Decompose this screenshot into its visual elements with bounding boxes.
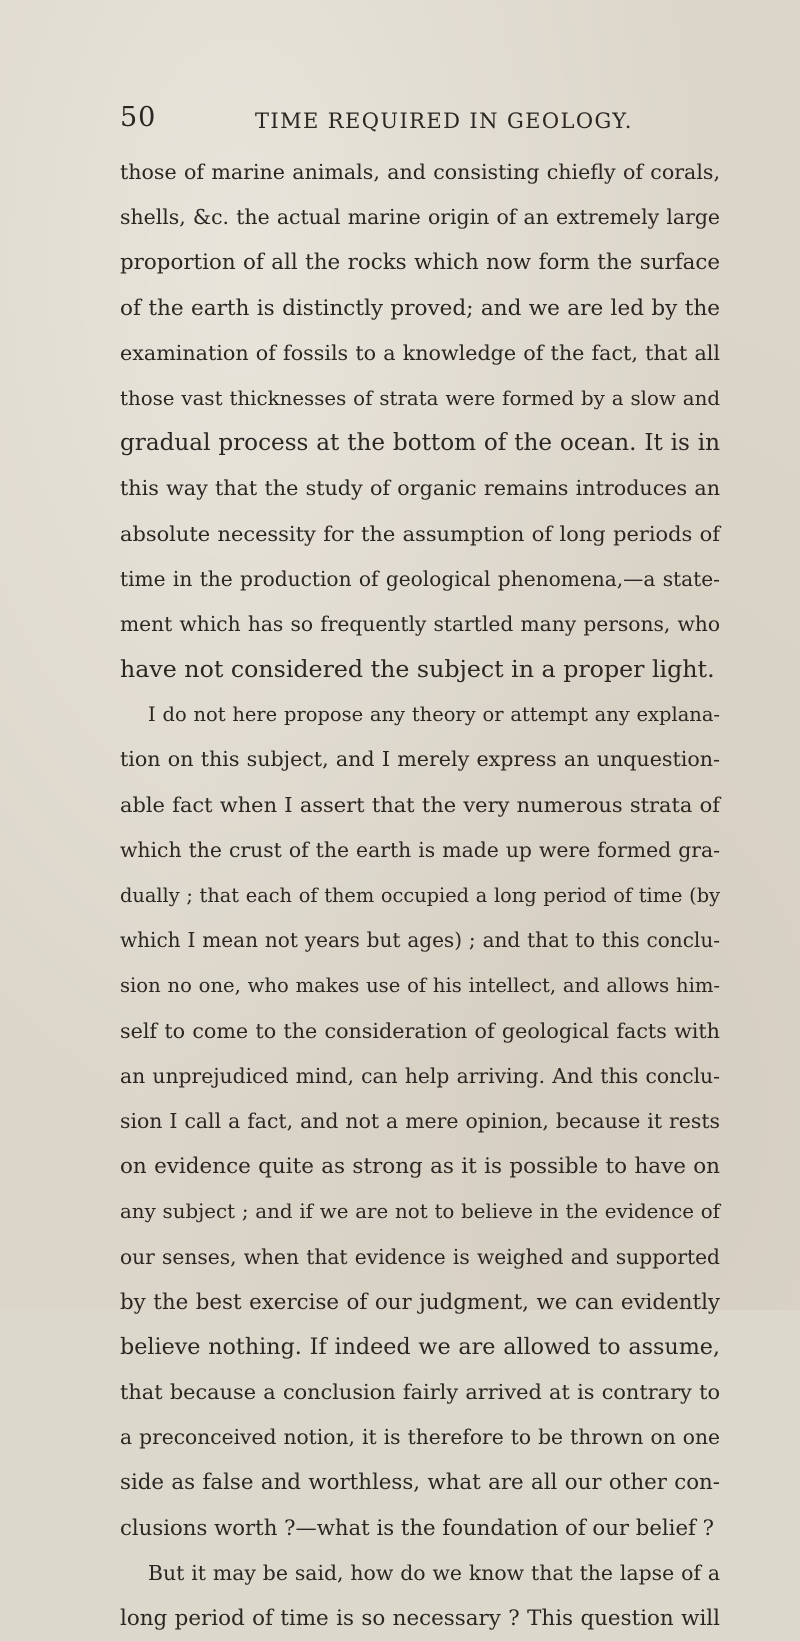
running-head: TIME REQUIRED IN GEOLOGY. bbox=[255, 109, 633, 133]
text-line: absolute necessity for the assumption of long periods of bbox=[120, 521, 720, 546]
text-line: side as false and worthless, what are all our other con- bbox=[120, 1470, 720, 1496]
paragraph-end-line: have not considered the subject in a proper light. bbox=[120, 655, 715, 684]
paragraph-end-line: clusions worth ?—what is the foundation of our belief ? bbox=[120, 1515, 715, 1541]
text-line: a preconceived notion, it is therefore to be thrown on one bbox=[120, 1425, 720, 1450]
text-line: which I mean not years but ages) ; and that to this conclu- bbox=[120, 928, 720, 953]
text-line: sion I call a fact, and not a mere opinion, because it rests bbox=[120, 1108, 720, 1133]
text-line: of the earth is distinctly proved; and we are led by the bbox=[120, 295, 720, 321]
text-line: an unprejudiced mind, can help arriving. And this conclu- bbox=[120, 1063, 720, 1088]
text-line: long period of time is so necessary ? This question will bbox=[120, 1606, 720, 1631]
text-line: any subject ; and if we are not to believe in the evidence of bbox=[120, 1200, 720, 1224]
text-line: on evidence quite as strong as it is possible to have on bbox=[120, 1154, 720, 1180]
text-line: time in the production of geological phenomena,—a state- bbox=[120, 566, 720, 591]
text-line: those of marine animals, and consisting chiefly of corals, bbox=[120, 160, 720, 184]
page-header bbox=[120, 103, 720, 133]
text-line: gradual process at the bottom of the ocean. It is in bbox=[120, 430, 720, 457]
text-line: able fact when I assert that the very numerous strata of bbox=[120, 792, 720, 817]
text-line: those vast thicknesses of strata were formed by a slow and bbox=[120, 386, 720, 410]
text-line: examination of fossils to a knowledge of the fact, that all bbox=[120, 340, 720, 365]
text-line: dually ; that each of them occupied a long period of time (by bbox=[120, 884, 720, 907]
text-line: proportion of all the rocks which now form the surface bbox=[120, 250, 720, 276]
text-line: self to come to the consideration of geological facts with bbox=[120, 1018, 720, 1043]
text-line: our senses, when that evidence is weighed and supported bbox=[120, 1244, 720, 1269]
text-line: sion no one, who makes use of his intellect, and allows him- bbox=[120, 974, 720, 998]
paragraph-start-line: But it may be said, how do we know that the lapse of a bbox=[148, 1560, 720, 1585]
text-line: this way that the study of organic remains introduces an bbox=[120, 476, 720, 501]
text-line: shells, &c. the actual marine origin of an extremely large bbox=[120, 205, 720, 230]
text-line: by the best exercise of our judgment, we can evidently bbox=[120, 1289, 720, 1315]
text-line: which the crust of the earth is made up were formed gra- bbox=[120, 837, 720, 862]
text-line: that because a conclusion fairly arrived at is contrary to bbox=[120, 1380, 720, 1405]
body-text bbox=[120, 150, 720, 1641]
text-line: believe nothing. If indeed we are allowed to assume, bbox=[120, 1333, 720, 1360]
page-number: 50 bbox=[120, 102, 157, 133]
text-line: ment which has so frequently startled many persons, who bbox=[120, 611, 720, 636]
text-line: tion on this subject, and I merely express an unquestion- bbox=[120, 747, 720, 772]
paragraph-start-line: I do not here propose any theory or attempt any explana- bbox=[148, 703, 720, 727]
